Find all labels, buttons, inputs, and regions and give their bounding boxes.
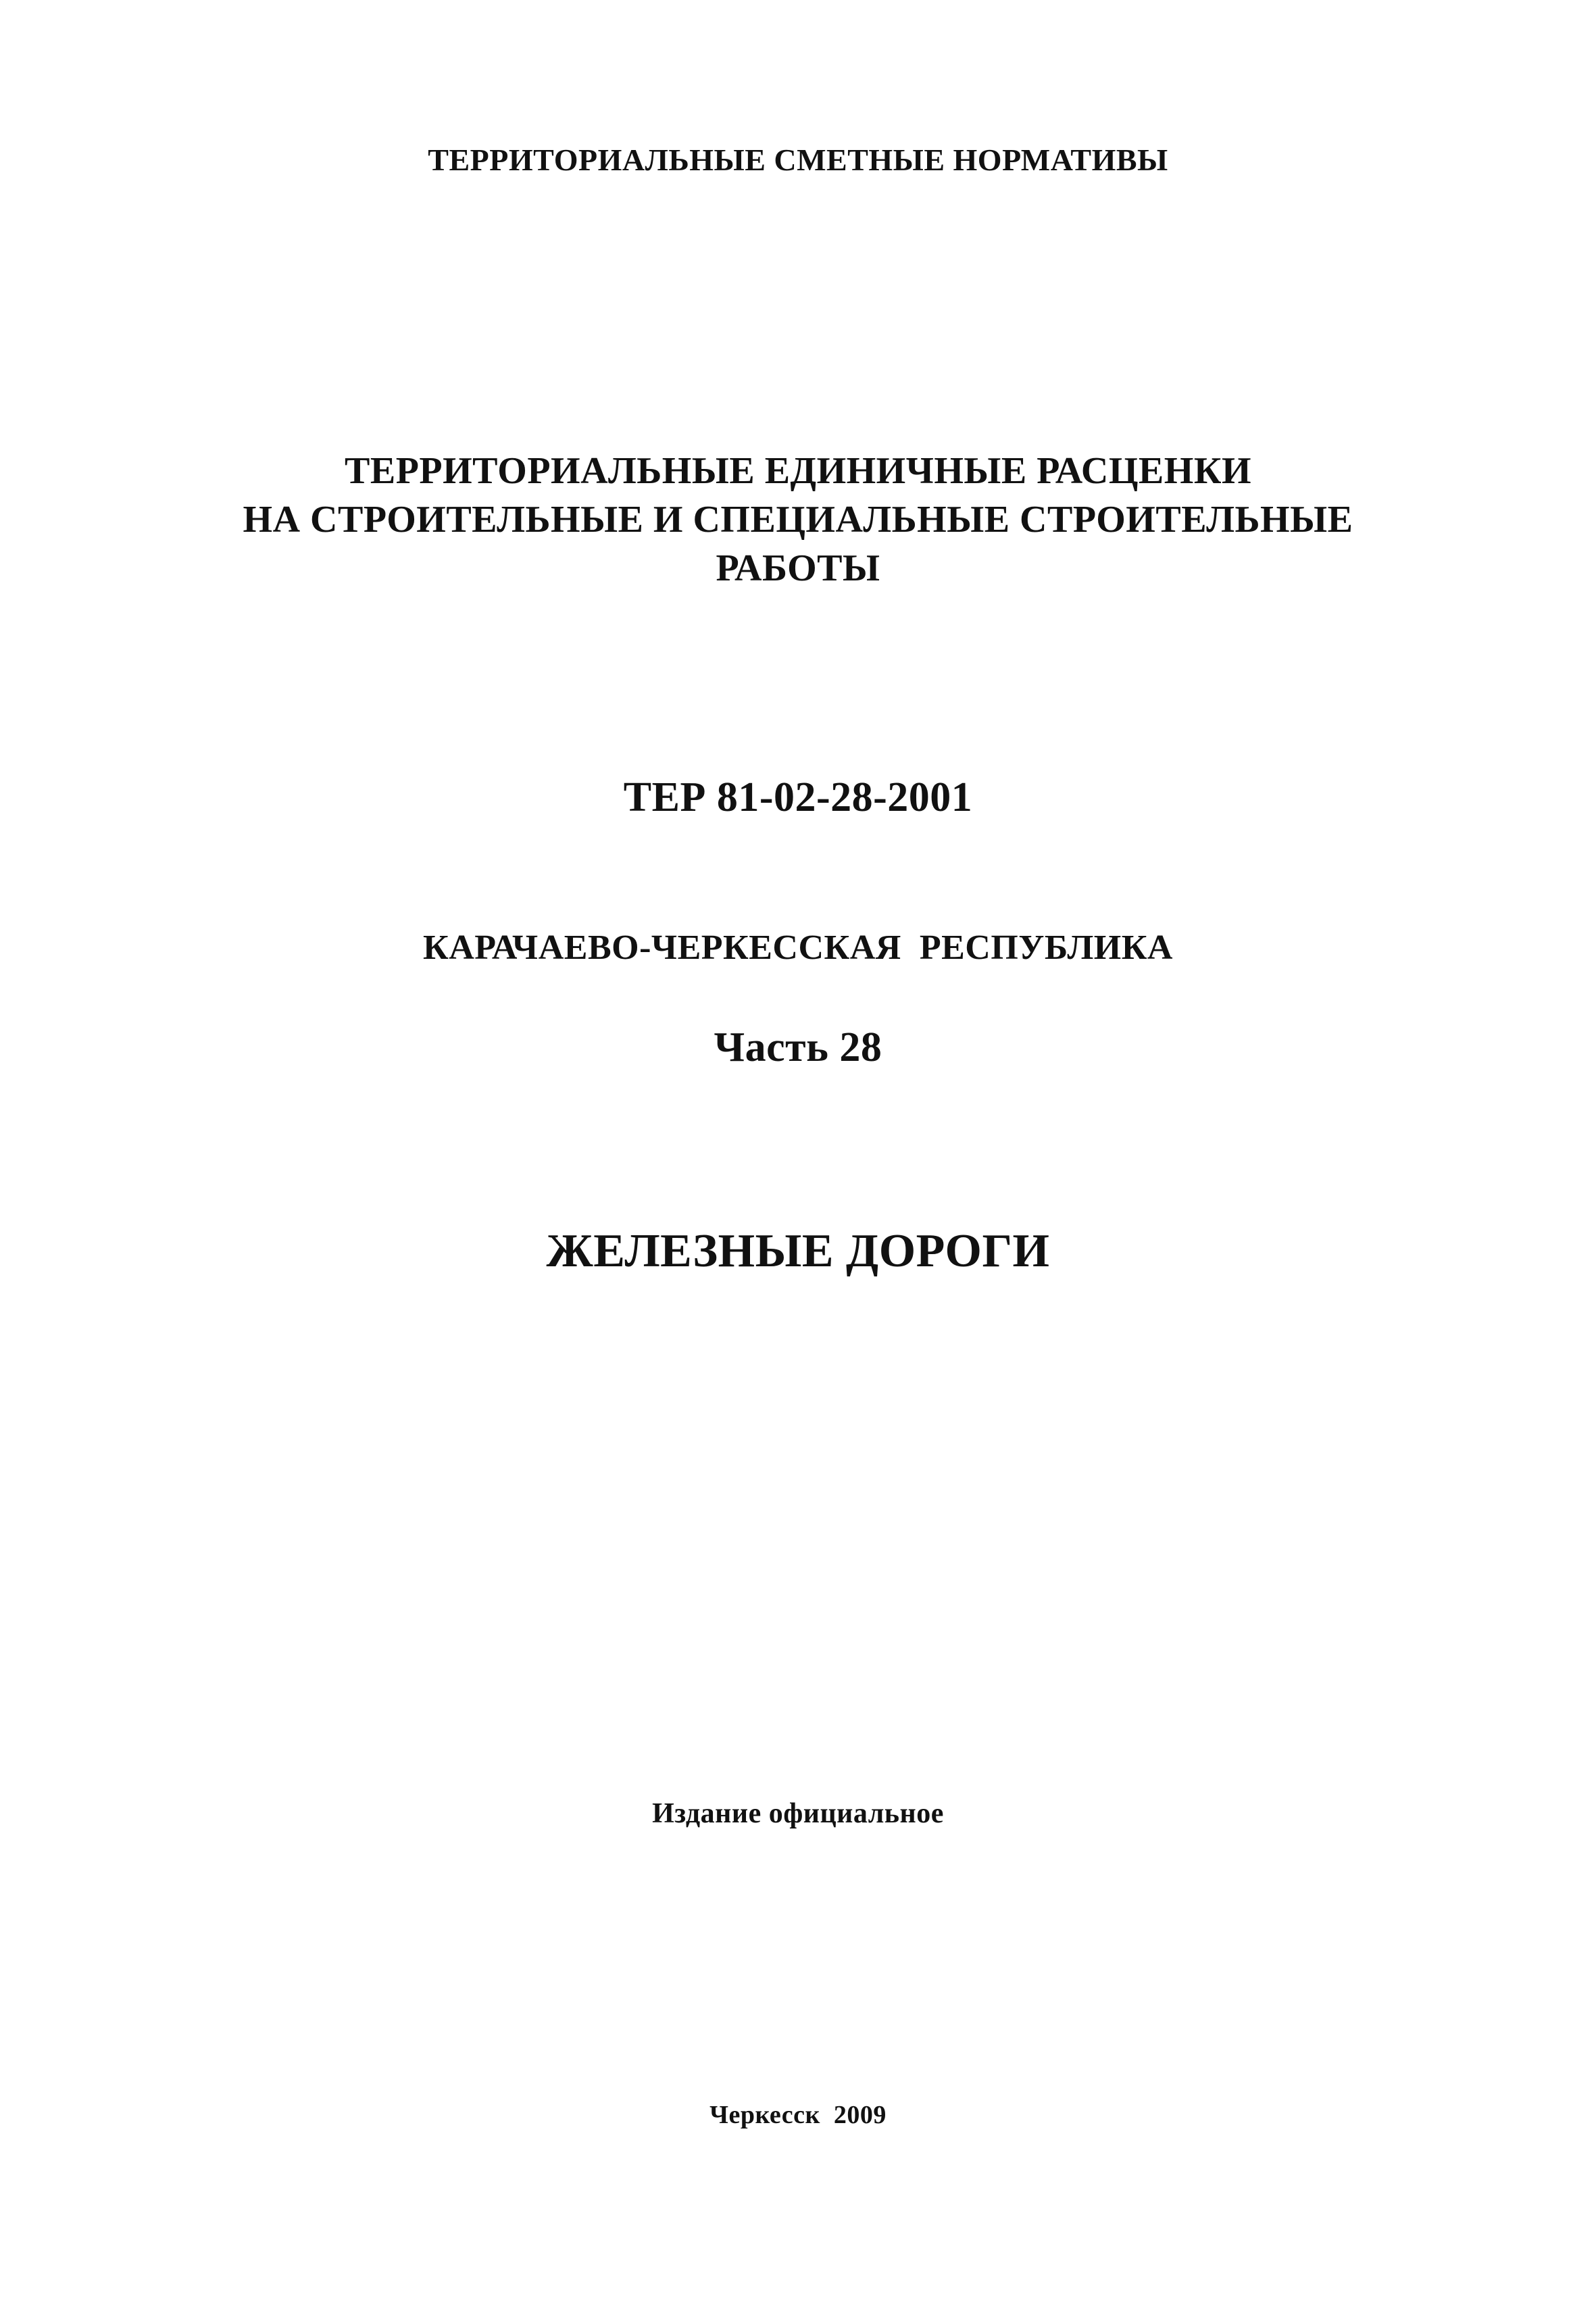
- edition-note: Издание официальное: [652, 1798, 944, 1829]
- main-title-line-3: РАБОТЫ: [716, 547, 880, 589]
- series-title: ТЕРРИТОРИАЛЬНЫЕ СМЕТНЫЕ НОРМАТИВЫ: [428, 143, 1168, 177]
- document-code: ТЕР 81-02-28-2001: [623, 774, 973, 820]
- part-number: Часть 28: [714, 1024, 882, 1070]
- region-name: КАРАЧАЕВО-ЧЕРКЕССКАЯ РЕСПУБЛИКА: [423, 928, 1173, 967]
- imprint: Черкесск 2009: [709, 2101, 887, 2129]
- main-title-line-2: НА СТРОИТЕЛЬНЫЕ И СПЕЦИАЛЬНЫЕ СТРОИТЕЛЬНЫЕ: [243, 499, 1353, 541]
- section-name: ЖЕЛЕЗНЫЕ ДОРОГИ: [546, 1225, 1050, 1277]
- main-title-line-1: ТЕРРИТОРИАЛЬНЫЕ ЕДИНИЧНЫЕ РАСЦЕНКИ: [344, 450, 1252, 492]
